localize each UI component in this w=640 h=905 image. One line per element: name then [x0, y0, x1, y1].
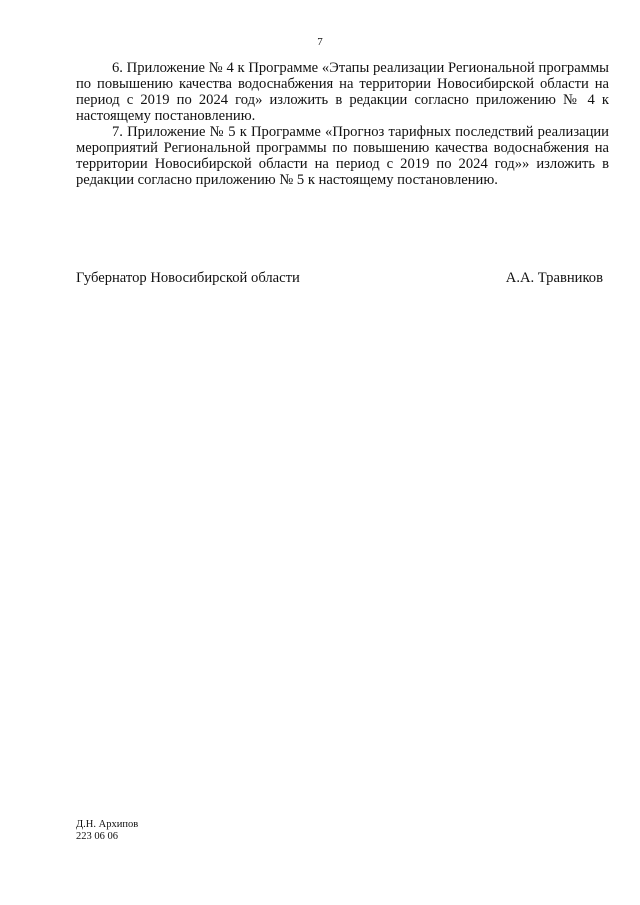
- paragraph-item-6: 6. Приложение № 4 к Программе «Этапы реализации Региональной программы по повышению качества водоснабжения на территории Новосибирской области на период с 2019 по 2024 год» изложить в редакции согласно приложению № 4 к настоящему постановлению.: [76, 60, 609, 124]
- paragraph-item-7: 7. Приложение № 5 к Программе «Прогноз тарифных последствий реализации мероприятий Региональной программы по повышению качества водоснабжения на территории Новосибирской области на период с 2019 по 2024 год»» изложить в редакции согласно приложению № 5 к настоящему постановлению.: [76, 124, 609, 188]
- signature-block: [76, 270, 603, 286]
- document-body: [76, 60, 609, 188]
- signatory-name: А.А. Травников: [505, 270, 603, 286]
- executor-contact: [76, 819, 138, 843]
- signatory-position: Губернатор Новосибирской области: [76, 270, 300, 286]
- executor-name: Д.Н. Архипов: [76, 819, 139, 830]
- page-number: 7: [317, 36, 323, 48]
- executor-phone: 223 06 06: [76, 831, 118, 842]
